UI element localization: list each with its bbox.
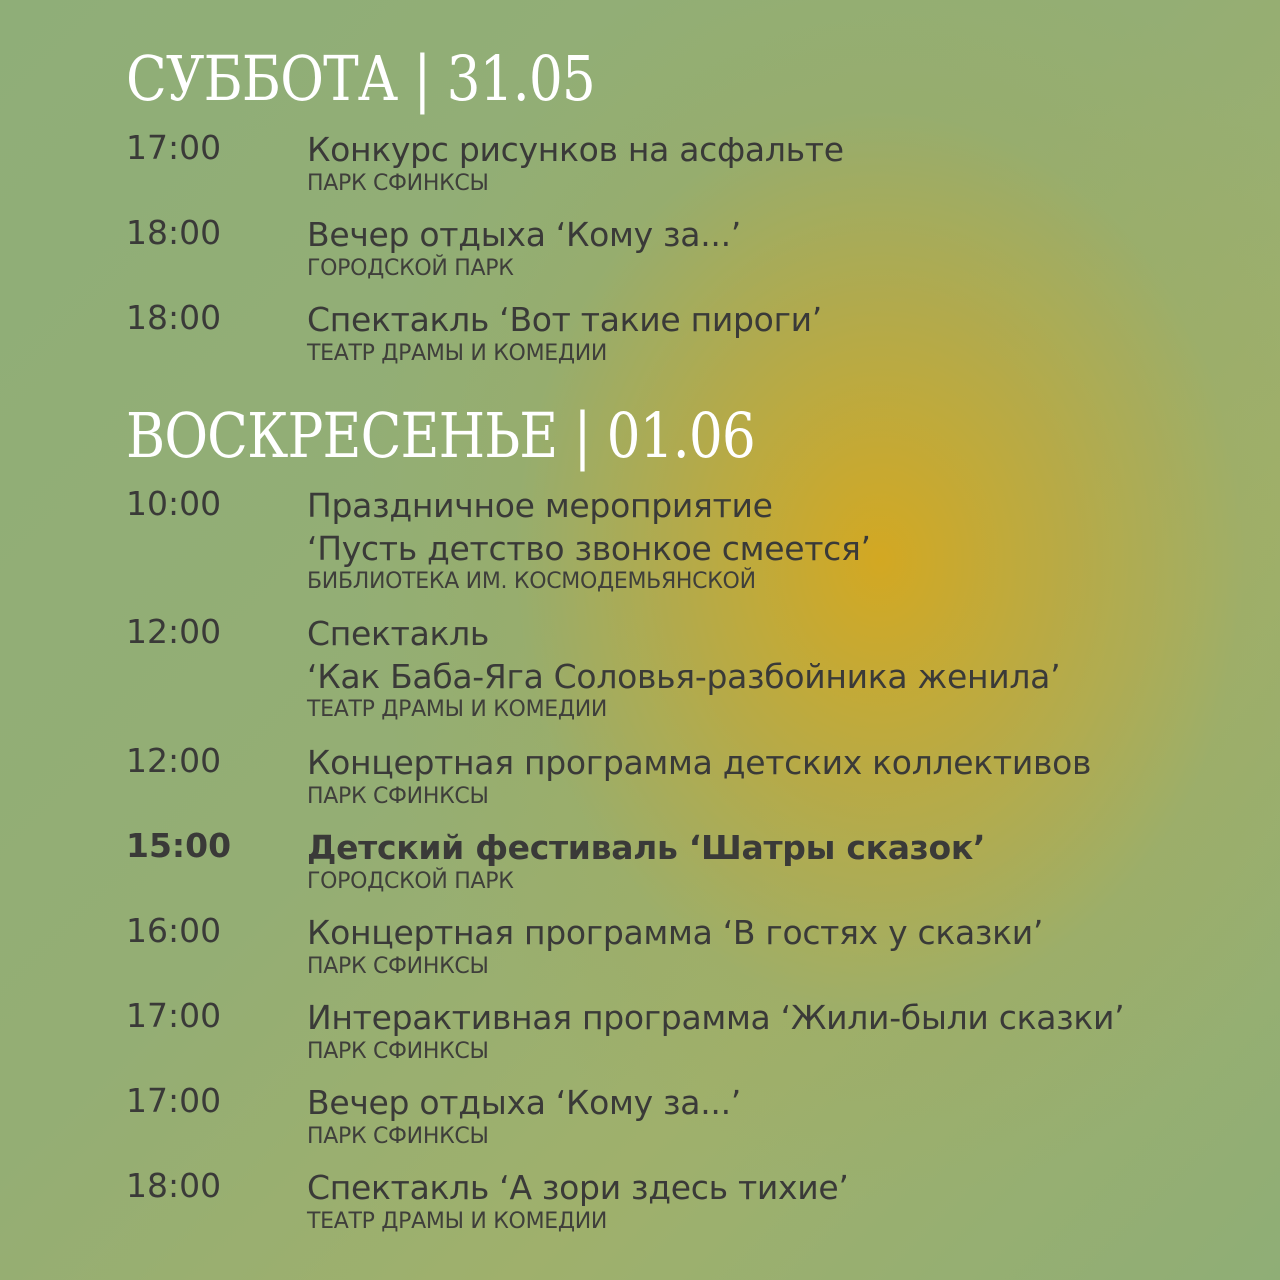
event-title: Вечер отдыха ‘Кому за...’ xyxy=(307,1083,741,1122)
day-heading-saturday: СУББОТА | 31.05 xyxy=(126,42,595,115)
event-title: Спектакль xyxy=(307,614,490,653)
event-time: 18:00 xyxy=(126,298,222,337)
event-place: ПАРК СФИНКСЫ xyxy=(307,171,489,196)
event-time: 12:00 xyxy=(126,741,222,780)
event-title-line-2: ‘Как Баба-Яга Соловья-разбойника женила’ xyxy=(307,657,1061,696)
event-title: Концертная программа ‘В гостях у сказки’ xyxy=(307,913,1044,952)
event-title: Спектакль ‘Вот такие пироги’ xyxy=(307,300,822,339)
event-place: ПАРК СФИНКСЫ xyxy=(307,1124,489,1149)
event-time: 18:00 xyxy=(126,1166,222,1205)
event-title: Праздничное мероприятие xyxy=(307,486,773,525)
event-place: ГОРОДСКОЙ ПАРК xyxy=(307,869,514,894)
event-title: Интерактивная программа ‘Жили-были сказки’ xyxy=(307,998,1125,1037)
event-place: ТЕАТР ДРАМЫ И КОМЕДИИ xyxy=(307,341,608,366)
event-place: ПАРК СФИНКСЫ xyxy=(307,954,489,979)
day-heading-sunday: ВОСКРЕСЕНЬЕ | 01.06 xyxy=(126,399,755,472)
event-title: Спектакль ‘А зори здесь тихие’ xyxy=(307,1168,849,1207)
event-place: ТЕАТР ДРАМЫ И КОМЕДИИ xyxy=(307,697,608,722)
event-place: ГОРОДСКОЙ ПАРК xyxy=(307,256,514,281)
event-title: Детский фестиваль ‘Шатры сказок’ xyxy=(307,828,986,867)
event-time: 18:00 xyxy=(126,213,222,252)
event-place: ПАРК СФИНКСЫ xyxy=(307,1039,489,1064)
event-time: 17:00 xyxy=(126,128,222,167)
event-time: 12:00 xyxy=(126,612,222,651)
event-title: Конкурс рисунков на асфальте xyxy=(307,130,844,169)
event-place: БИБЛИОТЕКА ИМ. КОСМОДЕМЬЯНСКОЙ xyxy=(307,569,756,594)
event-time: 17:00 xyxy=(126,996,222,1035)
event-time: 16:00 xyxy=(126,911,222,950)
event-time: 10:00 xyxy=(126,484,222,523)
event-time: 15:00 xyxy=(126,826,232,865)
event-time: 17:00 xyxy=(126,1081,222,1120)
event-place: ПАРК СФИНКСЫ xyxy=(307,784,489,809)
event-place: ТЕАТР ДРАМЫ И КОМЕДИИ xyxy=(307,1209,608,1234)
event-title: Вечер отдыха ‘Кому за...’ xyxy=(307,215,741,254)
event-title: Концертная программа детских коллективов xyxy=(307,743,1092,782)
event-title-line-2: ‘Пусть детство звонкое смеется’ xyxy=(307,529,871,568)
